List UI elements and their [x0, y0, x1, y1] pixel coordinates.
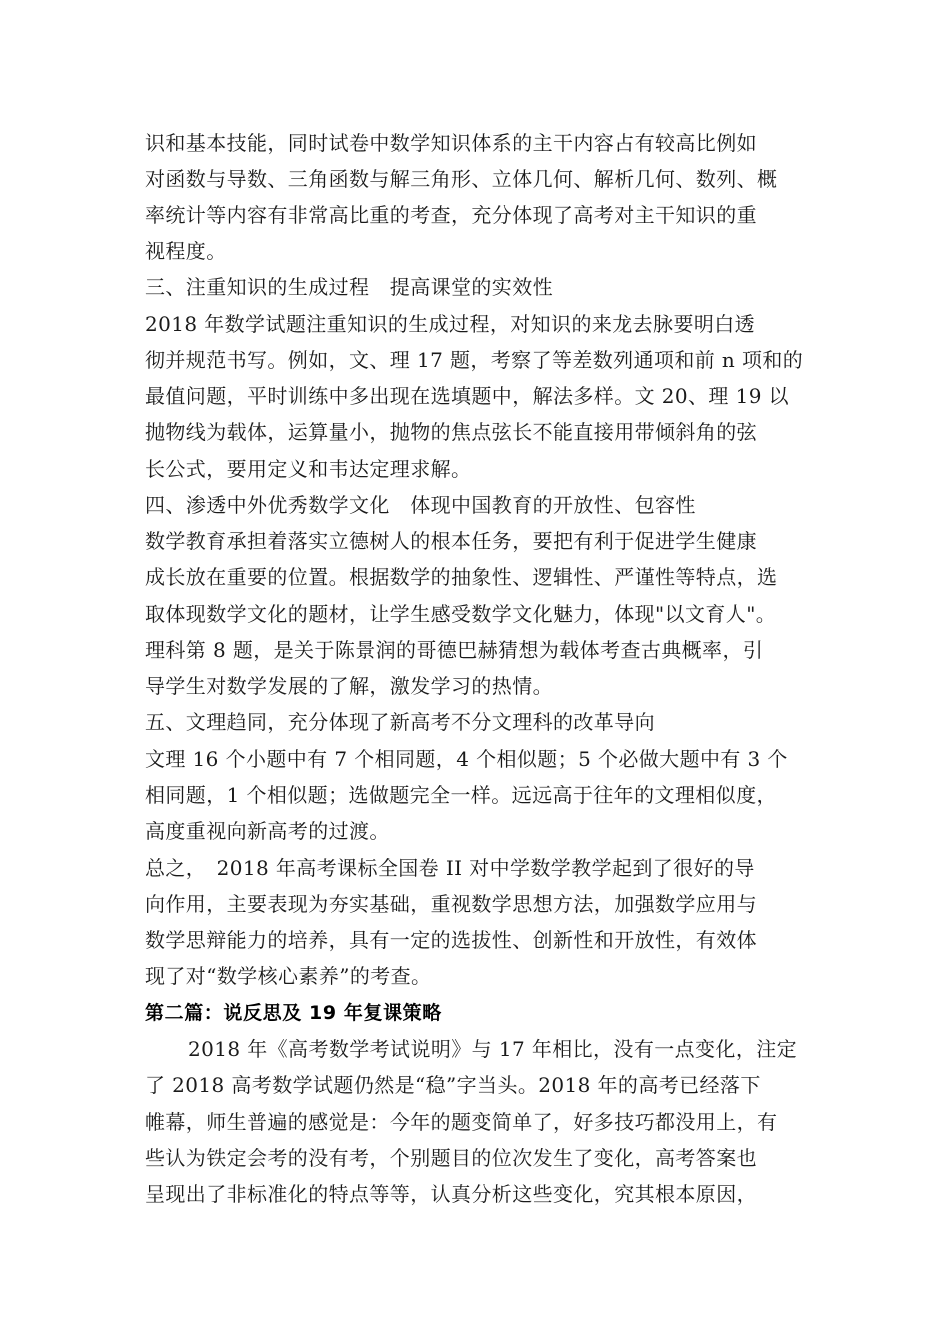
text-line: 高度重视向新高考的过渡。 — [145, 819, 390, 843]
text-line: 彻并规范书写。例如，文、理 17 题，考察了等差数列通项和前 n 项和的 — [145, 348, 804, 372]
text-line: 向作用，主要表现为夯实基础，重视数学思想方法，加强数学应用与 — [145, 892, 757, 916]
section-heading: 五、文理趋同，充分体现了新高考不分文理科的改革导向 — [145, 710, 655, 734]
text-line: 最值问题，平时训练中多出现在选填题中，解法多样。文 20、理 19 以 — [145, 384, 789, 408]
text-line: 数学思辩能力的培养，具有一定的选拔性、创新性和开放性，有效体 — [145, 928, 757, 952]
text-line: 相同题，1 个相似题；选做题完全一样。远远高于往年的文理相似度， — [145, 783, 777, 807]
section-heading: 四、渗透中外优秀数学文化 体现中国教育的开放性、包容性 — [145, 493, 696, 517]
text-line: 长公式，要用定义和韦达定理求解。 — [145, 457, 472, 481]
text-line: 取体现数学文化的题材，让学生感受数学文化魅力，体现"以文育人"。 — [145, 602, 777, 626]
text-line: 视程度。 — [145, 239, 227, 263]
text-line: 2018 年《高考数学考试说明》与 17 年相比，没有一点变化，注定 — [188, 1037, 798, 1061]
text-line: 理科第 8 题，是关于陈景润的哥德巴赫猜想为载体考查古典概率，引 — [145, 638, 764, 662]
text-line: 总之， 2018 年高考课标全国卷 II 对中学数学教学起到了很好的导 — [145, 856, 755, 880]
section-heading: 三、注重知识的生成过程 提高课堂的实效性 — [145, 275, 553, 299]
text-line: 了 2018 高考数学试题仍然是“稳”字当头。2018 年的高考已经落下 — [145, 1073, 761, 1097]
text-line: 抛物线为载体，运算量小，抛物的焦点弦长不能直接用带倾斜角的弦 — [145, 420, 757, 444]
text-line: 文理 16 个小题中有 7 个相同题，4 个相似题；5 个必做大题中有 3 个 — [145, 747, 788, 771]
text-line: 识和基本技能，同时试卷中数学知识体系的主干内容占有较高比例如 — [145, 131, 757, 155]
text-line: 2018 年数学试题注重知识的生成过程，对知识的来龙去脉要明白透 — [145, 312, 756, 336]
text-line: 对函数与导数、三角函数与解三角形、立体几何、解析几何、数列、概 — [145, 167, 778, 191]
chapter-heading: 第二篇：说反思及 19 年复课策略 — [145, 1002, 442, 1024]
text-line: 呈现出了非标准化的特点等等，认真分析这些变化，究其根本原因， — [145, 1182, 757, 1206]
text-line: 数学教育承担着落实立德树人的根本任务，要把有利于促进学生健康 — [145, 529, 757, 553]
text-line: 些认为铁定会考的没有考，个别题目的位次发生了变化，高考答案也 — [145, 1146, 757, 1170]
text-line: 成长放在重要的位置。根据数学的抽象性、逻辑性、严谨性等特点，选 — [145, 565, 778, 589]
text-line: 现了对“数学核心素养”的考查。 — [145, 964, 432, 988]
text-line: 导学生对数学发展的了解，激发学习的热情。 — [145, 674, 553, 698]
text-line: 率统计等内容有非常高比重的考查，充分体现了高考对主干知识的重 — [145, 203, 757, 227]
text-line: 帷幕，师生普遍的感觉是：今年的题变简单了，好多技巧都没用上，有 — [145, 1110, 778, 1134]
